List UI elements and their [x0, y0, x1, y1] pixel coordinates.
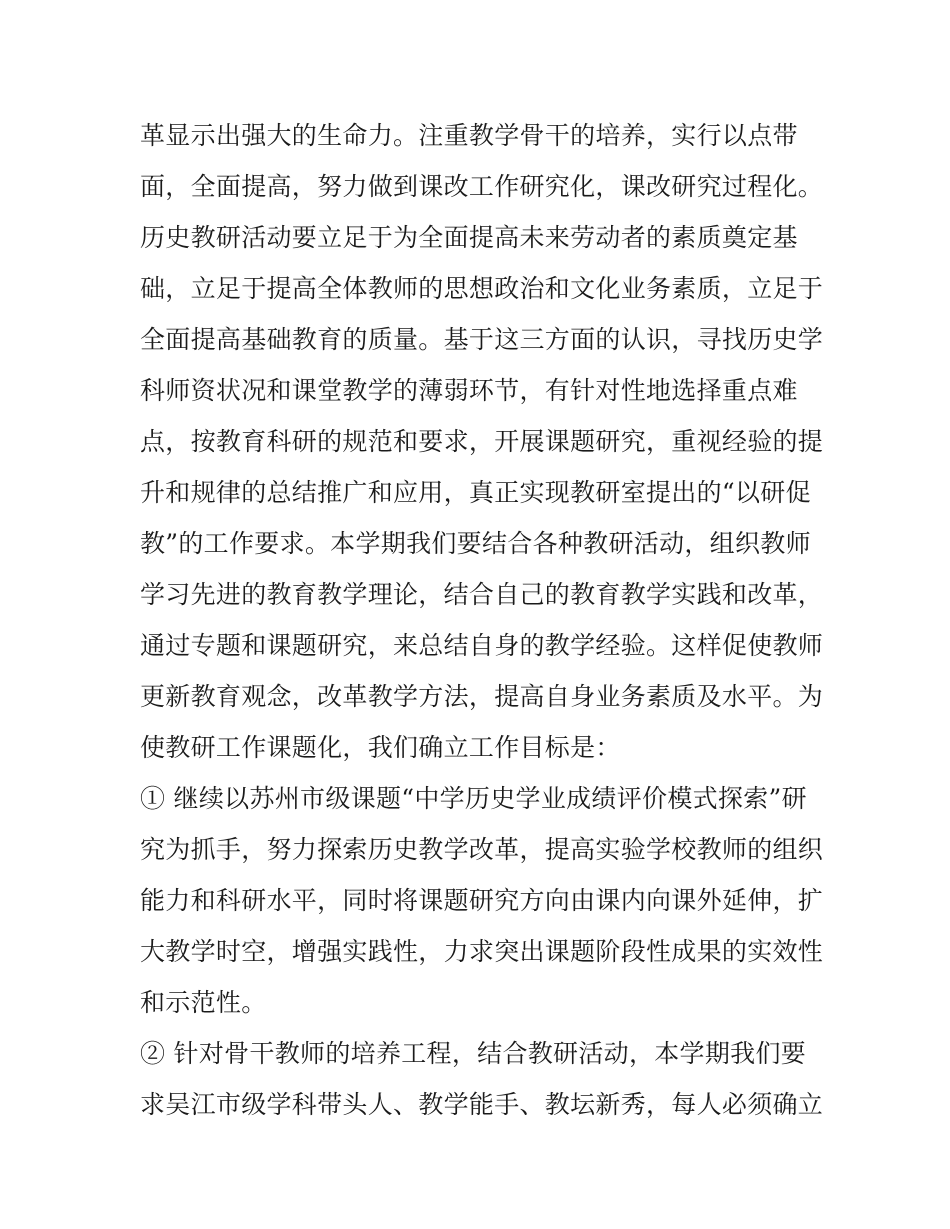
- list-item-1-line: 能力和科研水平，同时将课题研究方向由课内向课外延伸，扩: [140, 886, 824, 915]
- body-text: [140, 110, 824, 1130]
- list-item-2-line: ② 针对骨干教师的培养工程，结合教研活动，本学期我们要: [140, 1039, 807, 1068]
- list-item-2-line: 求吴江市级学科带头人、教学能手、教坛新秀，每人必须确立: [140, 1090, 824, 1119]
- text-line: 教”的工作要求。本学期我们要结合各种教研活动，组织教师: [140, 529, 811, 558]
- text-line: 面，全面提高，努力做到课改工作研究化，课改研究过程化。: [140, 172, 824, 201]
- text-line: 使教研工作课题化，我们确立工作目标是：: [140, 733, 621, 762]
- list-item-1-line: 究为抓手，努力探索历史教学改革，提高实验学校教师的组织: [140, 835, 824, 864]
- text-line: 革显示出强大的生命力。注重教学骨干的培养，实行以点带: [140, 121, 798, 150]
- list-item-1-line: ① 继续以苏州市级课题“中学历史学业成绩评价模式探索”研: [140, 784, 807, 813]
- text-line: 全面提高基础教育的质量。基于这三方面的认识，寻找历史学: [140, 325, 824, 354]
- list-item-1-line: 和示范性。: [140, 988, 267, 1017]
- text-line: 点，按教育科研的规范和要求，开展课题研究，重视经验的提: [140, 427, 824, 456]
- text-line: 科师资状况和课堂教学的薄弱环节，有针对性地选择重点难: [140, 376, 798, 405]
- list-item-1-line: 大教学时空，增强实践性，力求突出课题阶段性成果的实效性: [140, 937, 824, 966]
- text-line: 学习先进的教育教学理论，结合自己的教育教学实践和改革，: [140, 580, 824, 609]
- text-line: 础，立足于提高全体教师的思想政治和文化业务素质，立足于: [140, 274, 824, 303]
- text-line: 历史教研活动要立足于为全面提高未来劳动者的素质奠定基: [140, 223, 798, 252]
- text-line: 升和规律的总结推广和应用，真正实现教研室提出的“以研促: [140, 478, 811, 507]
- text-line: 更新教育观念，改革教学方法，提高自身业务素质及水平。为: [140, 682, 824, 711]
- text-line: 通过专题和课题研究，来总结自身的教学经验。这样促使教师: [140, 631, 824, 660]
